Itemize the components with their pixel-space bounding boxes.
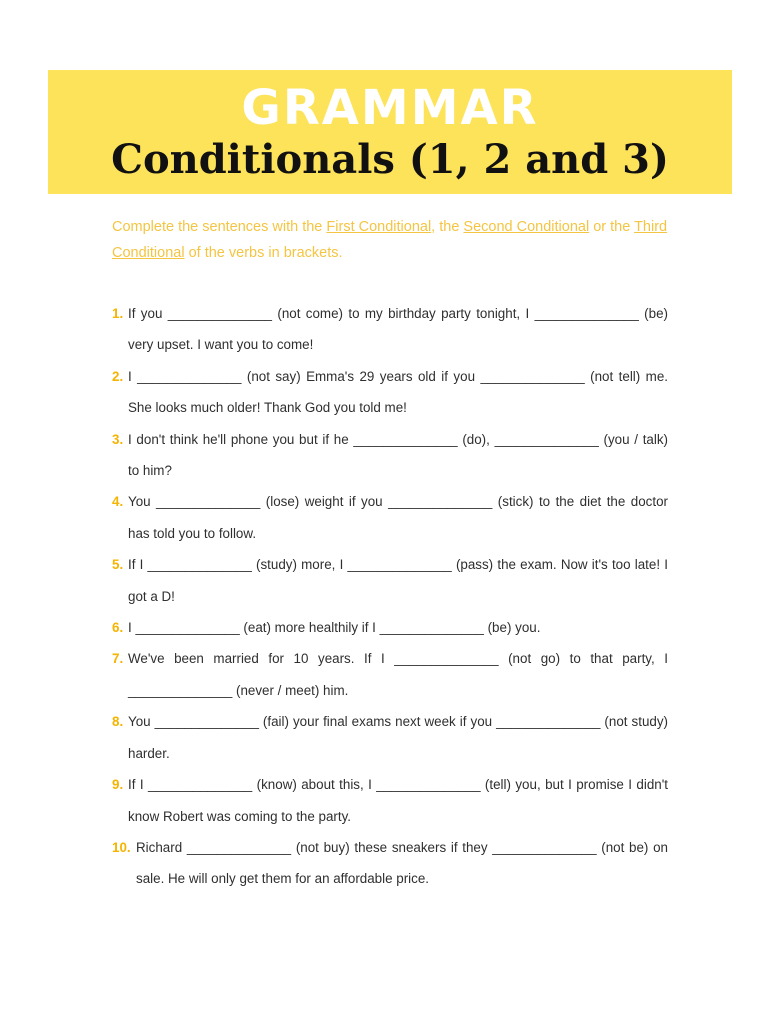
exercise-number: 8.: [112, 714, 124, 730]
exercise-item: [112, 612, 668, 643]
exercise-item: [112, 361, 668, 424]
exercise-item: [112, 832, 668, 895]
second-conditional-link: Second Conditional: [463, 219, 590, 235]
exercise-number: 9.: [112, 777, 124, 793]
exercise-sentence: You ______________ (fail) your final exams next week if you ______________ (not study) harder.: [128, 714, 668, 761]
exercise-sentence: If you ______________ (not come) to my birthday party tonight, I ______________ (be) very upset. I want you to come!: [128, 306, 668, 353]
instructions-text: , the: [431, 219, 464, 235]
exercise-list: [112, 298, 668, 895]
exercise-sentence: Richard ______________ (not buy) these sneakers if they ______________ (not be) on sale. He will only get them for an affordable price.: [136, 839, 668, 887]
header-banner: [48, 70, 732, 194]
exercise-item: [112, 424, 668, 487]
exercise-item: [112, 769, 668, 832]
instructions: [112, 214, 672, 266]
instructions-text: Complete the sentences with the: [112, 219, 327, 235]
page-subtitle: Conditionals (1, 2 and 3): [111, 136, 669, 183]
first-conditional-link: First Conditional: [326, 219, 432, 235]
exercise-sentence: If I ______________ (know) about this, I ______________ (tell) you, but I promise I didn't know Robert was coming to the party.: [128, 777, 668, 824]
instructions-text: of the verbs in brackets.: [184, 245, 343, 261]
exercise-sentence: If I ______________ (study) more, I ______________ (pass) the exam. Now it's too late! I got a D!: [128, 557, 668, 604]
third-conditional-link: Third Conditional: [112, 219, 668, 261]
exercise-number: 10.: [112, 839, 131, 855]
exercise-sentence: I ______________ (not say) Emma's 29 years old if you ______________ (not tell) me. She looks much older! Thank God you told me!: [128, 368, 668, 416]
exercise-sentence: You ______________ (lose) weight if you ______________ (stick) to the diet the doctor has told you to follow.: [128, 494, 668, 541]
exercise-sentence: I don't think he'll phone you but if he ______________ (do), ______________ (you / talk) to him?: [128, 431, 668, 479]
exercise-number: 4.: [112, 494, 124, 510]
exercise-item: [112, 549, 668, 612]
exercise-number: 6.: [112, 620, 124, 636]
exercise-number: 1.: [112, 306, 124, 321]
exercise-item: [112, 486, 668, 549]
exercise-number: 3.: [112, 431, 124, 447]
exercise-number: 7.: [112, 651, 124, 667]
exercise-item: [112, 706, 668, 769]
exercise-item: [112, 643, 668, 706]
instructions-text: or the: [589, 219, 635, 235]
exercise-sentence: We've been married for 10 years. If I ______________ (not go) to that party, I ______________ (never / meet) him.: [128, 651, 668, 698]
page-title: GRAMMAR: [241, 80, 539, 136]
exercise-number: 2.: [112, 368, 124, 384]
exercise-number: 5.: [112, 557, 124, 573]
exercise-item: [112, 298, 668, 361]
exercise-sentence: I ______________ (eat) more healthily if I ______________ (be) you.: [128, 620, 541, 636]
